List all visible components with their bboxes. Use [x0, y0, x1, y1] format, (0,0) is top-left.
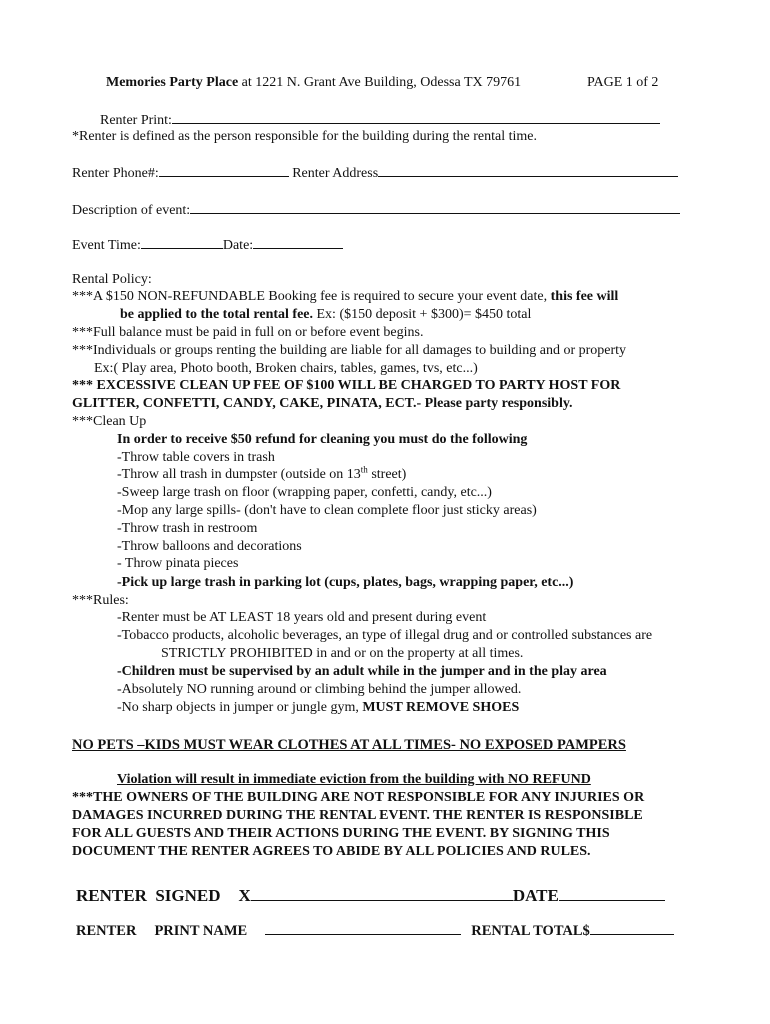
x-mark: X [238, 886, 251, 905]
cleanup-item: -Throw balloons and decorations [117, 539, 302, 554]
owners-disclaimer-line: DAMAGES INCURRED DURING THE RENTAL EVENT. THE RENTER IS RESPONSIBLE [72, 808, 643, 823]
signature-date-label: DATE [512, 886, 559, 905]
business-name: Memories Party Place [106, 75, 239, 90]
rule-item-text: -No sharp objects in jumper or jungle gym, [117, 700, 363, 715]
event-time-label: Event Time: [72, 238, 141, 253]
policy-booking-text: ***A $150 NON-REFUNDABLE Booking fee is required to secure your event date, [72, 289, 551, 304]
print-name-field[interactable] [265, 921, 461, 935]
rule-item: -Renter must be AT LEAST 18 years old and present during event [117, 610, 487, 625]
owners-disclaimer-line: FOR ALL GUESTS AND THEIR ACTIONS DURING THE EVENT. BY SIGNING THIS [72, 826, 610, 841]
cleanup-title: ***Clean Up [72, 414, 147, 429]
cleanup-item: -Throw trash in restroom [117, 521, 258, 536]
cleanup-item: -Mop any large spills- (don't have to clean complete floor just sticky areas) [117, 503, 537, 518]
policy-booking-example: Ex: ($150 deposit + $300)= $450 total [313, 307, 532, 322]
rental-total-label: RENTAL TOTAL$ [471, 923, 590, 939]
event-time-field[interactable] [141, 236, 223, 249]
owners-disclaimer-line: DOCUMENT THE RENTER AGREES TO ABIDE BY ALL POLICIES AND RULES. [72, 844, 591, 859]
cleanup-item-suffix: street) [367, 467, 407, 482]
rule-item: -Tobacco products, alcoholic beverages, an type of illegal drug and or controlled substances are [117, 628, 653, 643]
cleanup-item: -Sweep large trash on floor (wrapping paper, confetti, candy, etc...) [117, 485, 492, 500]
renter-signed-label: RENTER SIGNED [76, 886, 221, 905]
rule-item: -Absolutely NO running around or climbing behind the jumper allowed. [117, 682, 522, 697]
rule-item [117, 700, 519, 716]
cleanup-item [117, 464, 407, 483]
renter-label: RENTER [76, 923, 137, 939]
policy-booking-fee [72, 289, 618, 305]
renter-address-field[interactable] [378, 164, 678, 177]
policy-booking-applied: be applied to the total rental fee. [120, 307, 313, 322]
renter-print-row [100, 111, 660, 129]
rental-total-field[interactable] [590, 921, 674, 935]
superscript-th: th [360, 464, 368, 475]
remove-shoes-text: MUST REMOVE SHOES [362, 700, 520, 715]
renter-phone-row [72, 164, 678, 182]
violation-notice: Violation will result in immediate eviction from the building with NO REFUND [117, 772, 591, 787]
print-name-label: PRINT NAME [154, 923, 248, 939]
description-row [72, 201, 680, 219]
cleanup-heading: In order to receive $50 refund for cleaning you must do the following [117, 432, 528, 447]
renter-address-label: Renter Address [292, 166, 379, 181]
renter-print-field[interactable] [172, 111, 660, 124]
policy-title: Rental Policy: [72, 272, 152, 287]
rule-item: -Children must be supervised by an adult while in the jumper and in the play area [117, 664, 607, 679]
policy-cleanup-fee: *** EXCESSIVE CLEAN UP FEE OF $100 WILL BE CHARGED TO PARTY HOST FOR [72, 378, 621, 393]
policy-booking-fee-cont [120, 307, 531, 323]
date-label: Date: [222, 238, 254, 253]
cleanup-item: - Throw pinata pieces [117, 556, 239, 571]
signature-field[interactable] [251, 884, 513, 901]
renter-phone-label: Renter Phone#: [72, 166, 159, 181]
policy-cleanup-fee-cont: GLITTER, CONFETTI, CANDY, CAKE, PINATA, ECT.- Please party responsibly. [72, 396, 573, 411]
policy-liability: ***Individuals or groups renting the building are liable for all damages to building and or property [72, 343, 627, 358]
no-pets-notice: NO PETS –KIDS MUST WEAR CLOTHES AT ALL TIMES- NO EXPOSED PAMPERS [72, 737, 626, 753]
rule-item: STRICTLY PROHIBITED in and or on the property at all times. [161, 646, 524, 661]
date-field[interactable] [253, 236, 343, 249]
renter-note: *Renter is defined as the person responsible for the building during the rental time. [72, 129, 537, 144]
signature-date-field[interactable] [559, 884, 665, 901]
cleanup-item: -Throw table covers in trash [117, 450, 275, 465]
document-header [106, 75, 521, 91]
cleanup-item-text: -Throw all trash in dumpster (outside on 13 [117, 467, 361, 482]
description-label: Description of event: [72, 203, 191, 218]
event-time-row [72, 236, 343, 254]
description-field[interactable] [190, 201, 680, 214]
renter-phone-field[interactable] [159, 164, 289, 177]
page-number: PAGE 1 of 2 [587, 75, 659, 90]
business-address: at 1221 N. Grant Ave Building, Odessa TX 79761 [238, 75, 522, 90]
cleanup-item: -Pick up large trash in parking lot (cups, plates, bags, wrapping paper, etc...) [117, 575, 574, 590]
rules-title: ***Rules: [72, 593, 129, 608]
policy-booking-bold: this fee will [550, 289, 619, 304]
owners-disclaimer-line: ***THE OWNERS OF THE BUILDING ARE NOT RESPONSIBLE FOR ANY INJURIES OR [72, 790, 645, 805]
print-name-row [76, 921, 674, 939]
policy-liability-example: Ex:( Play area, Photo booth, Broken chairs, tables, games, tvs, etc...) [94, 361, 478, 376]
policy-full-balance: ***Full balance must be paid in full on or before event begins. [72, 325, 424, 340]
signature-row [76, 884, 665, 906]
renter-print-label: Renter Print: [100, 113, 172, 128]
